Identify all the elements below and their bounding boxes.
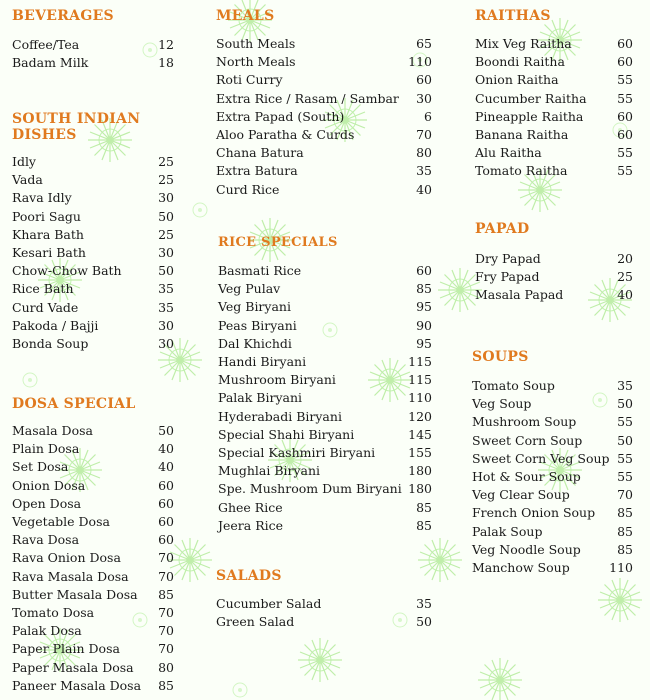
- item-name: Plain Dosa: [12, 441, 80, 457]
- menu-item: [12, 54, 174, 72]
- item-price: 70: [158, 568, 174, 584]
- menu-item: [216, 181, 432, 199]
- menu-item: [475, 53, 633, 71]
- menu-item: [472, 486, 633, 504]
- item-price: 90: [416, 317, 432, 333]
- item-price: 60: [158, 495, 174, 511]
- item-name: Masala Dosa: [12, 423, 93, 438]
- rice-specials-title: RICE SPECIALS: [218, 235, 338, 250]
- item-name: Boondi Raitha: [475, 54, 565, 70]
- salads-section: [216, 568, 432, 631]
- item-name: Paper Plain Dosa: [12, 641, 120, 657]
- menu-item: [12, 422, 174, 440]
- item-price: 110: [408, 390, 432, 406]
- item-name: Mix Veg Raitha: [475, 36, 572, 51]
- item-price: 180: [408, 463, 432, 479]
- item-price: 30: [158, 190, 174, 206]
- item-name: Butter Masala Dosa: [12, 586, 138, 602]
- item-name: Kesari Bath: [12, 245, 86, 261]
- item-name: Dry Papad: [475, 251, 541, 266]
- menu-item: [12, 622, 174, 640]
- meals-section: [216, 8, 432, 199]
- menu-item: [218, 426, 432, 444]
- menu-item: [472, 377, 633, 395]
- menu-item: [218, 444, 432, 462]
- south-indian-section: [12, 111, 174, 353]
- menu-item: [12, 458, 174, 476]
- item-price: 25: [158, 172, 174, 188]
- item-price: 115: [408, 372, 432, 388]
- item-price: 85: [416, 517, 432, 533]
- item-name: Chow-Chow Bath: [12, 263, 122, 279]
- item-name: Tomato Dosa: [12, 605, 95, 621]
- item-price: 60: [617, 108, 633, 124]
- item-price: 55: [617, 163, 633, 179]
- item-name: Hot & Sour Soup: [472, 469, 581, 485]
- item-name: Hyderabadi Biryani: [218, 408, 342, 424]
- raithas-title: RAITHAS: [475, 8, 551, 24]
- item-name: Rava Masala Dosa: [12, 568, 129, 584]
- menu-item: [472, 559, 633, 577]
- menu-item: [472, 450, 633, 468]
- item-name: Curd Rice: [216, 181, 280, 197]
- dosa-title: DOSA SPECIAL: [12, 396, 136, 412]
- menu-item: [216, 162, 432, 180]
- item-price: 50: [158, 263, 174, 279]
- item-name: Mughlai Biryani: [218, 463, 321, 479]
- item-price: 20: [617, 251, 633, 266]
- item-price: 95: [416, 299, 432, 315]
- item-name: Veg Soup: [472, 396, 532, 412]
- menu-item: [218, 517, 432, 535]
- menu-item: [472, 468, 633, 486]
- item-name: Poori Sagu: [12, 208, 81, 224]
- item-price: 55: [617, 469, 633, 485]
- item-name: Chana Batura: [216, 145, 304, 161]
- menu-item: [218, 371, 432, 389]
- item-name: Pakoda / Bajji: [12, 317, 99, 333]
- item-price: 55: [617, 72, 633, 88]
- item-price: 55: [617, 414, 633, 430]
- south-indian-title-line1: SOUTH INDIAN: [12, 111, 141, 127]
- item-price: 12: [158, 37, 174, 52]
- menu-item: [216, 35, 432, 53]
- item-price: 60: [617, 54, 633, 70]
- item-name: Veg Noodle Soup: [472, 541, 581, 557]
- dosa-section: [12, 396, 174, 695]
- item-price: 50: [416, 614, 432, 630]
- item-name: Set Dosa: [12, 459, 69, 475]
- item-name: Rice Bath: [12, 281, 74, 297]
- menu-item: [218, 389, 432, 407]
- menu-item: [475, 162, 633, 180]
- item-name: Banana Raitha: [475, 127, 569, 143]
- item-name: Spe. Mushroom Dum Biryani: [218, 481, 402, 497]
- item-name: Vegetable Dosa: [12, 514, 110, 530]
- item-price: 35: [617, 378, 633, 393]
- item-price: 70: [158, 550, 174, 566]
- item-price: 85: [158, 586, 174, 602]
- item-price: 60: [416, 72, 432, 88]
- item-price: 30: [416, 90, 432, 106]
- menu-item: [216, 126, 432, 144]
- item-price: 70: [617, 487, 633, 503]
- item-name: Masala Papad: [475, 287, 564, 303]
- item-price: 50: [617, 432, 633, 448]
- item-name: Extra Papad (South): [216, 108, 345, 124]
- menu-item: [218, 480, 432, 498]
- menu-item: [12, 153, 174, 171]
- item-price: 25: [158, 226, 174, 242]
- menu-item: [216, 613, 432, 631]
- meals-title: MEALS: [216, 8, 275, 24]
- item-name: Coffee/Tea: [12, 37, 80, 52]
- item-name: Handi Biryani: [218, 354, 307, 370]
- item-price: 115: [408, 354, 432, 370]
- menu-item: [475, 108, 633, 126]
- menu-item: [218, 298, 432, 316]
- papad-section: [475, 221, 633, 305]
- item-price: 18: [158, 55, 174, 71]
- menu-item: [12, 440, 174, 458]
- item-name: Cucumber Salad: [216, 596, 322, 611]
- item-price: 30: [158, 336, 174, 352]
- menu-item: [12, 513, 174, 531]
- item-name: Rava Onion Dosa: [12, 550, 121, 566]
- item-price: 40: [617, 287, 633, 303]
- item-price: 80: [416, 145, 432, 161]
- item-name: Onion Raitha: [475, 72, 559, 88]
- menu-item: [216, 90, 432, 108]
- menu-item: [12, 208, 174, 226]
- item-name: French Onion Soup: [472, 505, 596, 521]
- item-name: Sweet Corn Veg Soup: [472, 450, 610, 466]
- menu-item: [12, 477, 174, 495]
- menu-item: [12, 640, 174, 658]
- salads-title: SALADS: [216, 568, 282, 584]
- menu-item: [218, 408, 432, 426]
- menu-item: [12, 604, 174, 622]
- item-price: 55: [617, 90, 633, 106]
- menu-item: [12, 299, 174, 317]
- item-name: Veg Clear Soup: [472, 487, 570, 503]
- menu-item: [12, 244, 174, 262]
- item-price: 30: [158, 245, 174, 261]
- item-price: 110: [408, 54, 432, 70]
- item-name: Jeera Rice: [218, 517, 284, 533]
- menu-item: [216, 71, 432, 89]
- south-indian-title: [12, 111, 174, 143]
- menu-item: [218, 462, 432, 480]
- menu-item: [12, 262, 174, 280]
- item-price: 35: [416, 596, 432, 611]
- item-name: Veg Pulav: [218, 281, 281, 297]
- soups-section: [472, 349, 633, 577]
- menu-item: [12, 189, 174, 207]
- menu-item: [472, 432, 633, 450]
- item-name: Aloo Paratha & Curds: [216, 127, 355, 143]
- menu-item: [218, 280, 432, 298]
- item-name: South Meals: [216, 36, 296, 51]
- item-price: 25: [158, 154, 174, 169]
- item-price: 60: [158, 532, 174, 548]
- item-name: Veg Biryani: [218, 299, 291, 315]
- item-price: 60: [416, 263, 432, 278]
- item-price: 40: [416, 181, 432, 197]
- menu-item: [216, 53, 432, 71]
- item-price: 30: [158, 317, 174, 333]
- menu-item: [12, 568, 174, 586]
- menu-item: [472, 504, 633, 522]
- menu-item: [218, 335, 432, 353]
- menu-item: [475, 126, 633, 144]
- soups-title: SOUPS: [472, 349, 529, 365]
- menu-item: [218, 353, 432, 371]
- item-price: 50: [158, 208, 174, 224]
- item-name: Tomato Soup: [472, 378, 555, 393]
- item-name: Rava Dosa: [12, 532, 80, 548]
- item-name: Khara Bath: [12, 226, 84, 242]
- item-name: Onion Dosa: [12, 477, 86, 493]
- item-name: Extra Batura: [216, 163, 298, 179]
- item-price: 95: [416, 335, 432, 351]
- item-price: 65: [416, 36, 432, 51]
- item-price: 155: [408, 445, 432, 461]
- item-name: Paneer Masala Dosa: [12, 677, 142, 693]
- item-price: 120: [408, 408, 432, 424]
- item-name: Bonda Soup: [12, 336, 89, 352]
- item-price: 40: [158, 459, 174, 475]
- item-price: 85: [158, 677, 174, 693]
- rice-specials-section: [218, 235, 432, 535]
- item-name: Sweet Corn Soup: [472, 432, 583, 448]
- item-name: Dal Khichdi: [218, 335, 292, 351]
- item-name: Curd Vade: [12, 299, 79, 315]
- menu-item: [12, 659, 174, 677]
- menu-item: [475, 250, 633, 268]
- item-name: Palak Soup: [472, 523, 543, 539]
- item-price: 70: [158, 641, 174, 657]
- item-price: 85: [416, 499, 432, 515]
- item-name: Badam Milk: [12, 55, 89, 71]
- item-price: 6: [424, 108, 432, 124]
- menu-item: [475, 268, 633, 286]
- item-name: Paper Masala Dosa: [12, 659, 134, 675]
- item-price: 25: [617, 269, 633, 285]
- menu-item: [12, 171, 174, 189]
- papad-title: PAPAD: [475, 221, 530, 237]
- menu-item: [12, 36, 174, 54]
- item-price: 50: [617, 396, 633, 412]
- item-price: 55: [617, 145, 633, 161]
- item-price: 70: [158, 623, 174, 639]
- item-price: 50: [158, 423, 174, 438]
- item-name: Ghee Rice: [218, 499, 283, 515]
- menu-item: [12, 495, 174, 513]
- item-name: Open Dosa: [12, 495, 82, 511]
- item-name: Vada: [12, 172, 43, 188]
- item-price: 85: [617, 505, 633, 521]
- menu-item: [12, 586, 174, 604]
- menu-item: [472, 523, 633, 541]
- menu-item: [216, 144, 432, 162]
- item-price: 85: [416, 281, 432, 297]
- item-price: 180: [408, 481, 432, 497]
- menu-item: [472, 413, 633, 431]
- menu-item: [216, 108, 432, 126]
- beverages-section: [12, 8, 174, 72]
- item-name: Fry Papad: [475, 269, 540, 285]
- item-price: 60: [158, 514, 174, 530]
- item-price: 80: [158, 659, 174, 675]
- item-name: North Meals: [216, 54, 296, 70]
- menu-item: [218, 499, 432, 517]
- item-price: 60: [617, 36, 633, 51]
- item-name: Basmati Rice: [218, 263, 302, 278]
- item-name: Palak Biryani: [218, 390, 303, 406]
- menu-item: [475, 35, 633, 53]
- item-name: Manchow Soup: [472, 560, 570, 576]
- south-indian-title-line2: DISHES: [12, 127, 77, 143]
- menu-item: [12, 677, 174, 695]
- menu-item: [472, 541, 633, 559]
- item-price: 70: [158, 605, 174, 621]
- item-price: 70: [416, 127, 432, 143]
- item-name: Green Salad: [216, 614, 295, 630]
- item-price: 85: [617, 523, 633, 539]
- menu-item: [12, 549, 174, 567]
- item-price: 110: [609, 560, 633, 576]
- item-name: Alu Raitha: [475, 145, 542, 161]
- item-name: Cucumber Raitha: [475, 90, 587, 106]
- item-price: 40: [158, 441, 174, 457]
- menu-item: [12, 280, 174, 298]
- menu-item: [475, 71, 633, 89]
- item-name: Mushroom Biryani: [218, 372, 336, 388]
- item-name: Mushroom Soup: [472, 414, 577, 430]
- menu-item: [12, 226, 174, 244]
- raithas-section: [475, 8, 633, 181]
- item-name: Tomato Raitha: [475, 163, 568, 179]
- item-price: 35: [158, 299, 174, 315]
- item-price: 60: [158, 477, 174, 493]
- item-name: Palak Dosa: [12, 623, 82, 639]
- item-name: Extra Rice / Rasam / Sambar: [216, 90, 399, 106]
- menu-item: [475, 144, 633, 162]
- item-price: 35: [158, 281, 174, 297]
- item-price: 60: [617, 127, 633, 143]
- beverages-title: BEVERAGES: [12, 8, 114, 24]
- menu-item: [12, 335, 174, 353]
- menu-item: [475, 90, 633, 108]
- menu-item: [218, 262, 432, 280]
- item-price: 35: [416, 163, 432, 179]
- menu-item: [472, 395, 633, 413]
- item-name: Rava Idly: [12, 190, 72, 206]
- item-price: 145: [408, 426, 432, 442]
- item-name: Roti Curry: [216, 72, 283, 88]
- menu-item: [218, 317, 432, 335]
- item-name: Special Kashmiri Biryani: [218, 445, 376, 461]
- item-name: Idly: [12, 154, 36, 169]
- item-name: Pineapple Raitha: [475, 108, 584, 124]
- item-name: Special Shahi Biryani: [218, 426, 355, 442]
- menu-item: [216, 595, 432, 613]
- item-name: Peas Biryani: [218, 317, 297, 333]
- menu-item: [475, 286, 633, 304]
- item-price: 85: [617, 541, 633, 557]
- menu-item: [12, 317, 174, 335]
- item-price: 55: [617, 450, 633, 466]
- menu-item: [12, 531, 174, 549]
